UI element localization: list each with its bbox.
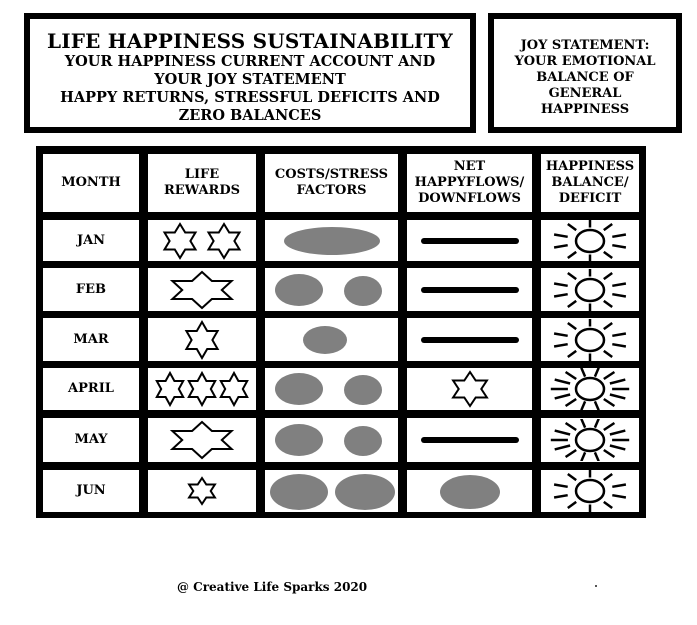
net-cell <box>407 418 532 462</box>
stray-dot <box>595 585 597 587</box>
cost-cell <box>265 268 398 311</box>
joy-line: GENERAL <box>548 86 622 101</box>
happiness-table <box>36 146 646 518</box>
reward-cell <box>148 268 256 311</box>
one-medium-star-icon <box>154 320 250 360</box>
sun-big-rays-icon <box>545 368 635 410</box>
two-clouds-icon <box>267 270 397 310</box>
main-title: LIFE HAPPINESS SUSTAINABILITY <box>46 29 454 53</box>
subtitle-line: YOUR JOY STATEMENT <box>154 71 346 88</box>
subtitle-line: YOUR HAPPINESS CURRENT ACCOUNT AND <box>64 53 436 70</box>
cost-cell <box>265 368 398 410</box>
month-label: JAN <box>76 232 106 248</box>
header-month: MONTH <box>43 154 139 212</box>
month-label: APRIL <box>68 381 114 396</box>
one-large-star-icon <box>154 420 250 460</box>
sun-small-rays-icon <box>545 220 635 262</box>
net-cell <box>407 470 532 512</box>
cost-cell <box>265 318 398 361</box>
one-small-star-icon <box>154 471 250 511</box>
cost-cell <box>265 418 398 462</box>
joy-line: BALANCE OF <box>536 70 634 85</box>
sun-big-rays-icon <box>545 419 635 461</box>
month-cell <box>43 318 139 361</box>
sun-small-rays-icon <box>545 470 635 512</box>
header-costs-stress: COSTS/STRESS FACTORS <box>265 154 398 212</box>
three-small-stars-icon <box>152 369 252 409</box>
month-cell <box>43 470 139 512</box>
star-icon <box>422 369 518 409</box>
title-box <box>24 13 476 133</box>
reward-cell <box>148 220 256 261</box>
header-happiness-balance: HAPPINESS BALANCE/ DEFICIT <box>541 154 639 212</box>
joy-statement-box <box>488 13 682 133</box>
balance-cell <box>541 268 639 311</box>
joy-line: HAPPINESS <box>540 102 630 117</box>
zero-line-icon <box>410 270 530 310</box>
two-clouds-icon <box>267 369 397 409</box>
subtitle-line: HAPPY RETURNS, STRESSFUL DEFICITS AND <box>60 89 440 106</box>
net-cell <box>407 268 532 311</box>
sun-small-rays-icon <box>545 269 635 311</box>
one-large-star-icon <box>154 270 250 310</box>
two-large-clouds-icon <box>267 471 397 511</box>
month-label: FEB <box>75 281 107 297</box>
one-long-cloud-icon <box>267 221 397 261</box>
balance-cell <box>541 318 639 361</box>
joy-line: JOY STATEMENT: <box>520 38 650 53</box>
one-small-cloud-icon <box>267 320 397 360</box>
reward-cell <box>148 470 256 512</box>
month-label: MAY <box>74 432 108 447</box>
two-small-stars-icon <box>154 221 250 261</box>
footer-credit: @ Creative Life Sparks 2020 <box>177 580 368 594</box>
reward-cell <box>148 368 256 410</box>
header-net-flows: NET HAPPYFLOWS/ DOWNFLOWS <box>407 154 532 212</box>
subtitle-line: ZERO BALANCES <box>178 107 322 124</box>
balance-cell <box>541 220 639 261</box>
cloud-icon <box>410 471 530 511</box>
month-cell <box>43 418 139 462</box>
header-life-rewards: LIFE REWARDS <box>148 154 256 212</box>
reward-cell <box>148 318 256 361</box>
cost-cell <box>265 220 398 261</box>
joy-line: YOUR EMOTIONAL <box>514 54 656 69</box>
reward-cell <box>148 418 256 462</box>
month-cell <box>43 268 139 311</box>
balance-cell <box>541 368 639 410</box>
sun-small-rays-icon <box>545 319 635 361</box>
zero-line-icon <box>410 420 530 460</box>
month-cell <box>43 220 139 261</box>
net-cell <box>407 220 532 261</box>
month-cell <box>43 368 139 410</box>
zero-line-icon <box>410 320 530 360</box>
net-cell <box>407 318 532 361</box>
month-label: MAR <box>73 331 109 347</box>
balance-cell <box>541 418 639 462</box>
month-label: JUN <box>76 483 106 498</box>
net-cell <box>407 368 532 410</box>
zero-line-icon <box>410 221 530 261</box>
balance-cell <box>541 470 639 512</box>
cost-cell <box>265 470 398 512</box>
two-clouds-icon <box>267 420 397 460</box>
